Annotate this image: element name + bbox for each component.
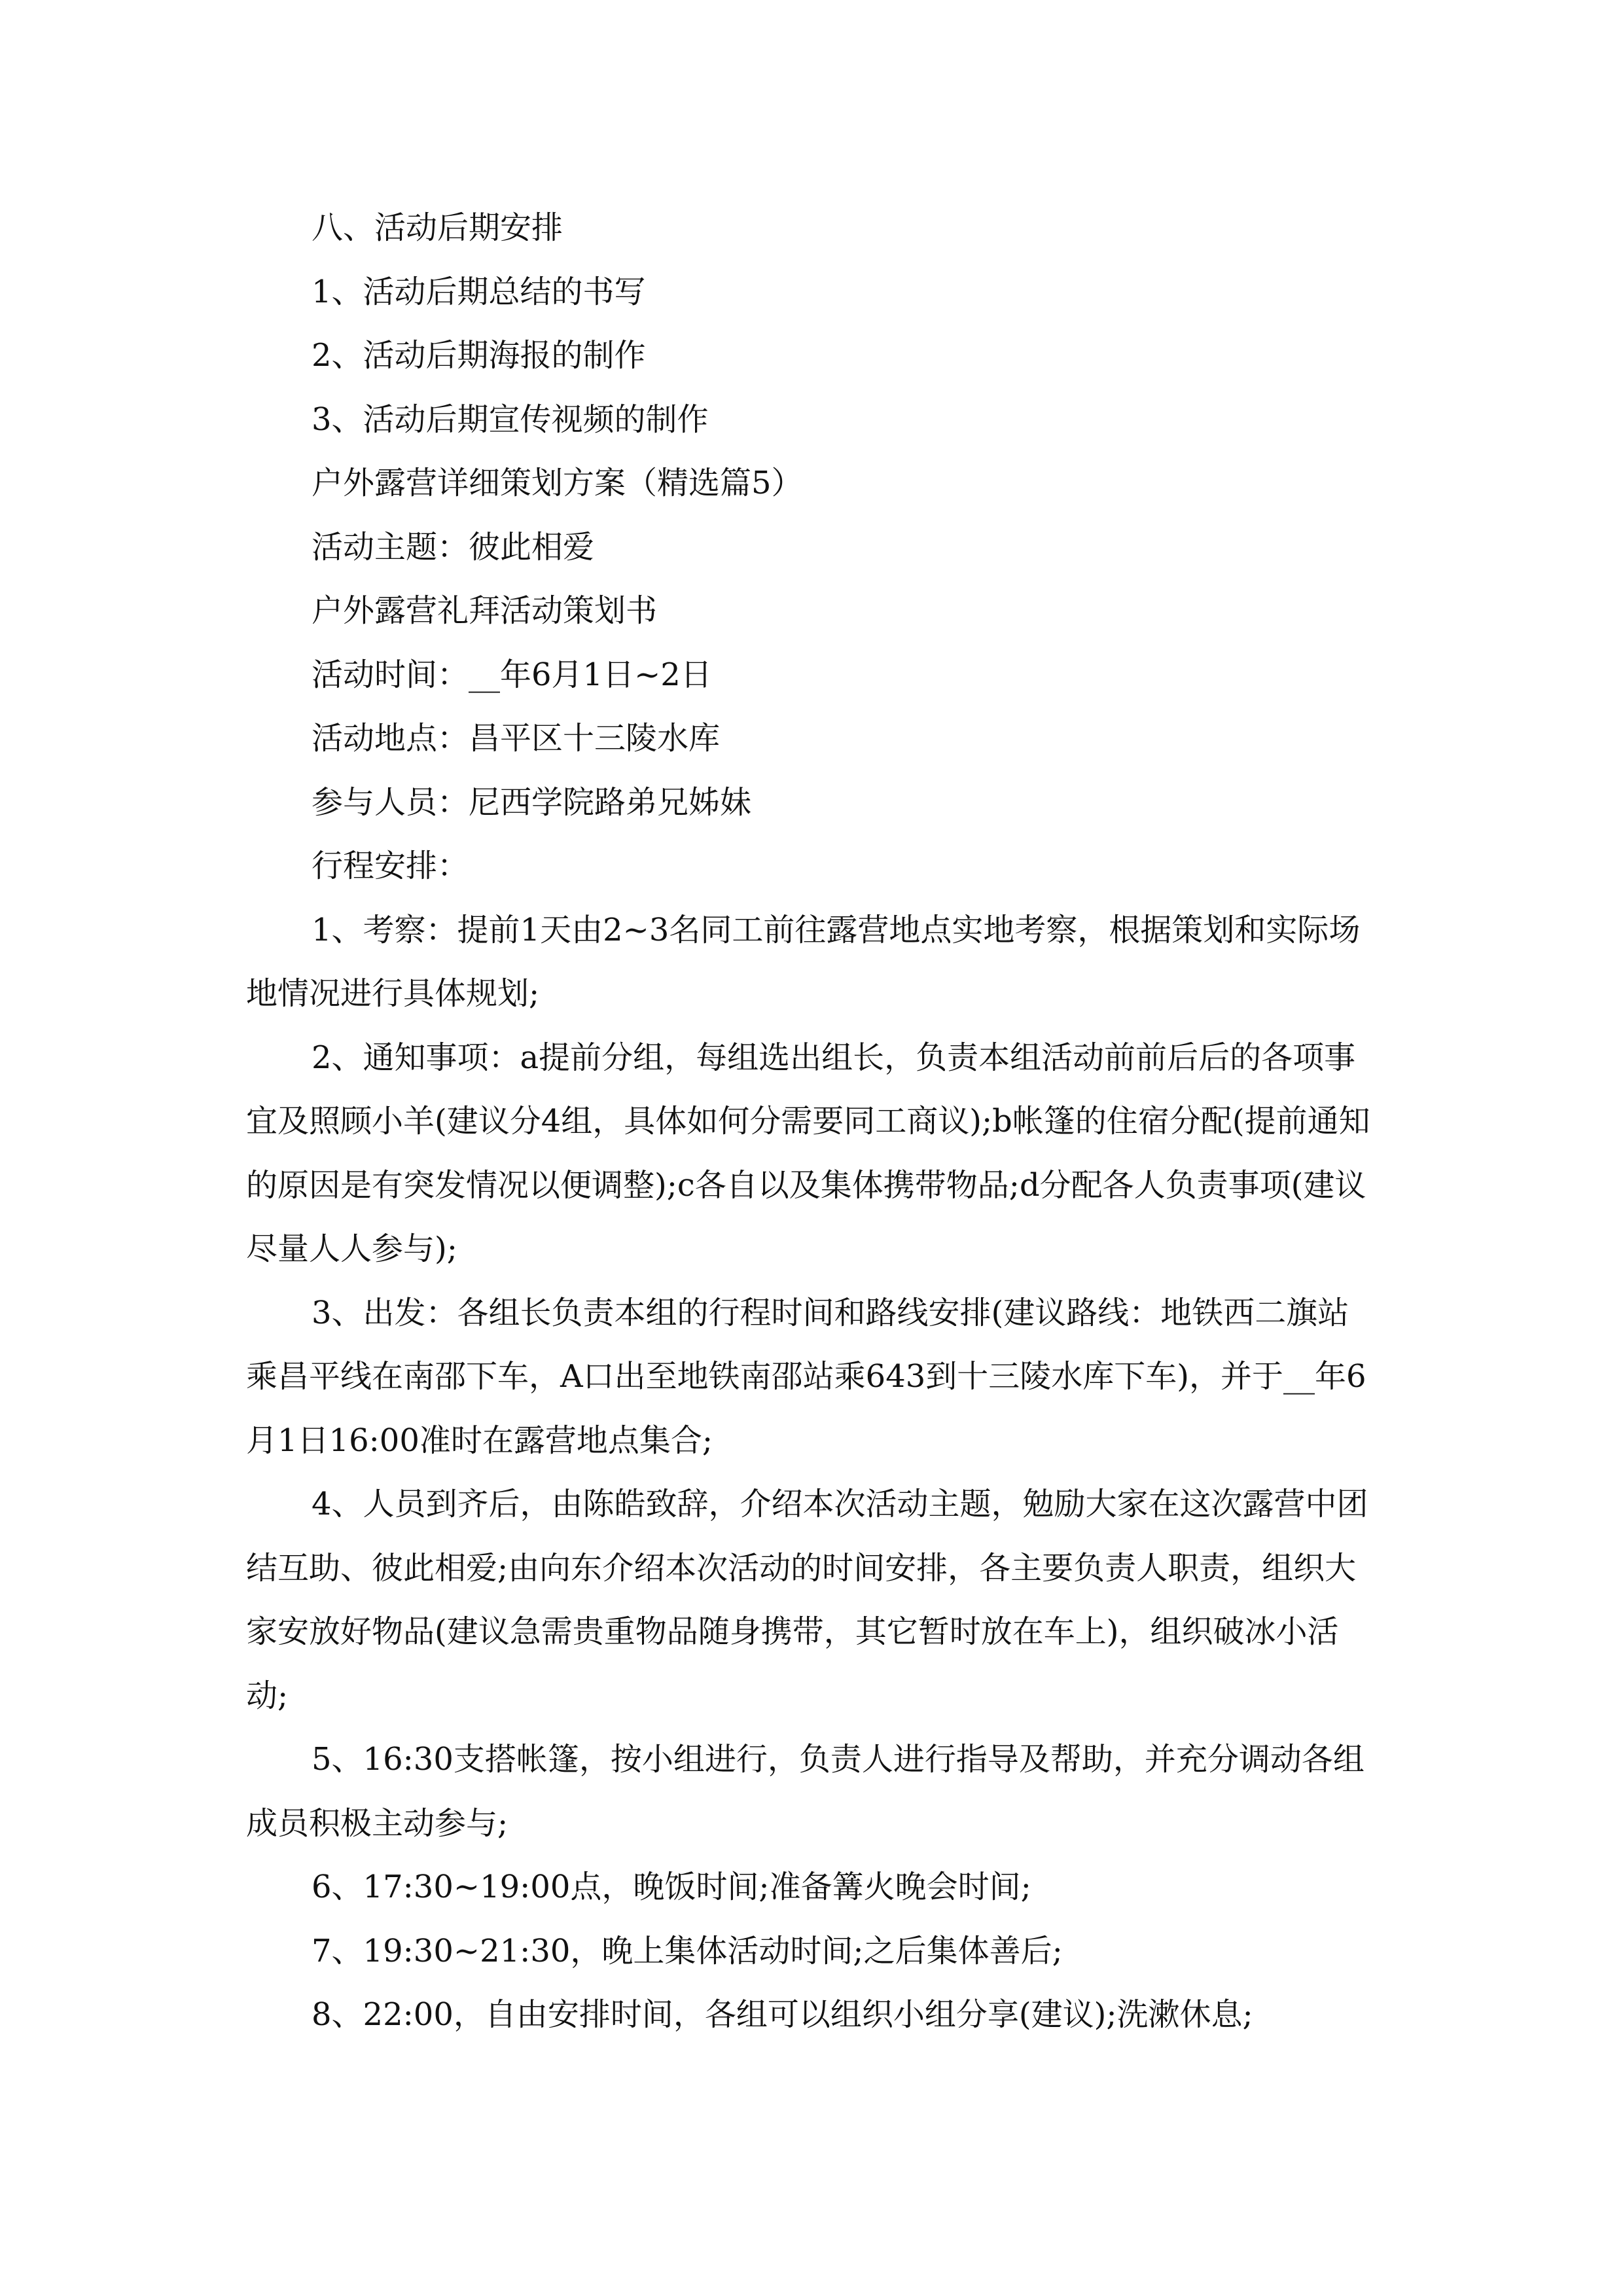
activity-location: 活动地点：昌平区十三陵水库 xyxy=(312,720,721,757)
activity-time: 活动时间：__年6月1日~2日 xyxy=(312,656,712,693)
document-body xyxy=(246,196,1378,2047)
schedule-heading: 行程安排： xyxy=(312,848,469,884)
schedule-item: 2、通知事项：a提前分组，每组选出组长，负责本组活动前前后后的各项事宜及照顾小羊(建议分4组，具体如何分需要同工商议);b帐篷的住宿分配(提前通知的原因是有突发情况以便调整);c各自以及集体携带物品;d分配各人负责事项(建议尽量人人参与); xyxy=(246,1039,1370,1267)
schedule-item: 8、22:00，自由安排时间，各组可以组织小组分享(建议);洗漱休息; xyxy=(312,1996,1253,2033)
list-item: 1、活动后期总结的书写 xyxy=(312,273,646,310)
schedule-item: 1、考察：提前1天由2~3名同工前往露营地点实地考察，根据策划和实际场地情况进行具体规划; xyxy=(246,911,1361,1012)
section-heading: 八、活动后期安排 xyxy=(312,209,563,246)
schedule-item: 6、17:30~19:00点，晚饭时间;准备篝火晚会时间; xyxy=(312,1869,1031,1905)
schedule-item: 5、16:30支搭帐篷，按小组进行，负责人进行指导及帮助，并充分调动各组成员积极主动参与; xyxy=(246,1741,1364,1842)
schedule-item: 3、出发：各组长负责本组的行程时间和路线安排(建议路线：地铁西二旗站乘昌平线在南邵下车，A口出至地铁南邵站乘643到十三陵水库下车)，并于__年6月1日16:00准时在露营地点集合; xyxy=(246,1294,1366,1459)
schedule-item: 4、人员到齐后，由陈皓致辞，介绍本次活动主题，勉励大家在这次露营中团结互助、彼此相爱;由向东介绍本次活动的时间安排，各主要负责人职责，组织大家安放好物品(建议急需贵重物品随身携带，其它暂时放在车上)，组织破冰小活动; xyxy=(246,1486,1368,1714)
schedule-item: 7、19:30~21:30，晚上集体活动时间;之后集体善后; xyxy=(312,1932,1063,1969)
participants: 参与人员：尼西学院路弟兄姊妹 xyxy=(312,783,752,821)
plan-title: 户外露营礼拜活动策划书 xyxy=(312,592,658,629)
document-title: 户外露营详细策划方案（精选篇5） xyxy=(312,465,803,501)
activity-theme: 活动主题：彼此相爱 xyxy=(312,528,595,565)
list-item: 2、活动后期海报的制作 xyxy=(312,337,646,374)
list-item: 3、活动后期宣传视频的制作 xyxy=(312,401,709,438)
